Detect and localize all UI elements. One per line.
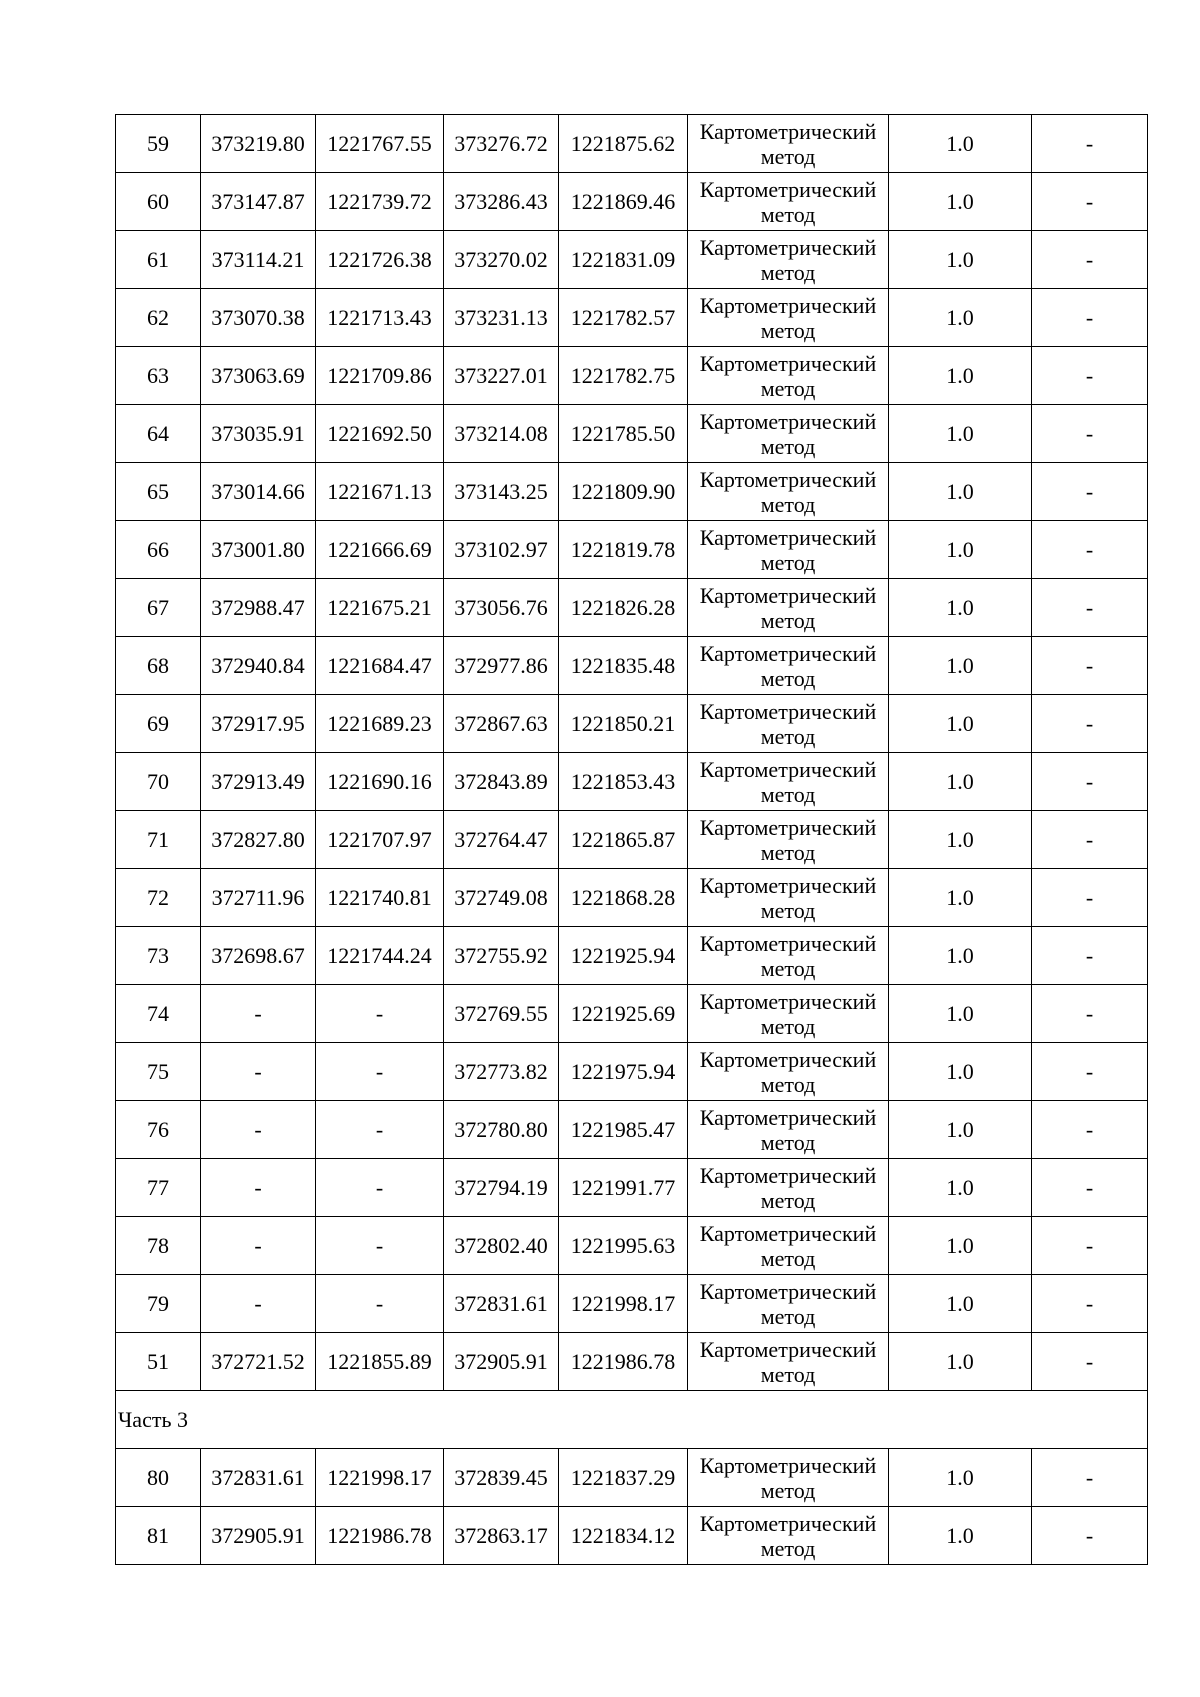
x-new-cell: 373102.97 [444,521,559,579]
accuracy-cell: 1.0 [889,695,1032,753]
point-number-cell: 51 [116,1333,201,1391]
note-cell: - [1032,231,1148,289]
x-new-cell: 372831.61 [444,1275,559,1333]
point-number-cell: 72 [116,869,201,927]
y-old-cell: 1221689.23 [316,695,444,753]
method-text: метод [760,201,816,227]
method-text: метод [760,1477,816,1503]
x-new-cell: 372977.86 [444,637,559,695]
y-new-cell: 1221834.12 [559,1507,688,1565]
table-row [116,173,1148,231]
accuracy-cell: 1.0 [889,115,1032,173]
table-row [116,1043,1148,1101]
note-cell: - [1032,695,1148,753]
x-old-cell: 373063.69 [201,347,316,405]
x-new-cell: 372794.19 [444,1159,559,1217]
method-text: Картометрический [699,408,877,434]
x-new-cell: 373270.02 [444,231,559,289]
note-cell: - [1032,347,1148,405]
point-number-cell: 80 [116,1449,201,1507]
y-old-cell: - [316,985,444,1043]
y-old-cell: 1221692.50 [316,405,444,463]
y-old-cell: 1221675.21 [316,579,444,637]
method-text: Картометрический [699,1104,877,1130]
method-text: Картометрический [699,582,877,608]
x-old-cell: - [201,1043,316,1101]
method-text: метод [760,259,816,285]
x-new-cell: 372769.55 [444,985,559,1043]
method-text: метод [760,433,816,459]
method-text: метод [760,317,816,343]
method-cell [688,985,889,1043]
method-text: метод [760,1303,816,1329]
accuracy-cell: 1.0 [889,1043,1032,1101]
x-old-cell: 373001.80 [201,521,316,579]
method-text: метод [760,1187,816,1213]
point-number-cell: 78 [116,1217,201,1275]
y-new-cell: 1221782.75 [559,347,688,405]
note-cell: - [1032,811,1148,869]
note-cell: - [1032,1043,1148,1101]
method-cell [688,1217,889,1275]
table-body [116,115,1148,1565]
point-number-cell: 65 [116,463,201,521]
accuracy-cell: 1.0 [889,1333,1032,1391]
x-old-cell: - [201,1217,316,1275]
table-row [116,1449,1148,1507]
table-row [116,1507,1148,1565]
y-new-cell: 1221837.29 [559,1449,688,1507]
note-cell: - [1032,637,1148,695]
accuracy-cell: 1.0 [889,231,1032,289]
point-number-cell: 75 [116,1043,201,1101]
method-cell [688,463,889,521]
method-text: Картометрический [699,118,877,144]
point-number-cell: 69 [116,695,201,753]
x-new-cell: 373231.13 [444,289,559,347]
note-cell: - [1032,1101,1148,1159]
method-text: Картометрический [699,872,877,898]
method-text: метод [760,375,816,401]
table-row [116,1101,1148,1159]
point-number-cell: 64 [116,405,201,463]
accuracy-cell: 1.0 [889,811,1032,869]
method-cell [688,231,889,289]
x-old-cell: 373035.91 [201,405,316,463]
method-cell [688,869,889,927]
point-number-cell: 60 [116,173,201,231]
method-text: Картометрический [699,524,877,550]
method-text: Картометрический [699,814,877,840]
y-new-cell: 1221995.63 [559,1217,688,1275]
y-new-cell: 1221986.78 [559,1333,688,1391]
x-old-cell: 373014.66 [201,463,316,521]
y-old-cell: 1221986.78 [316,1507,444,1565]
x-new-cell: 372764.47 [444,811,559,869]
note-cell: - [1032,173,1148,231]
method-cell [688,637,889,695]
y-old-cell: - [316,1159,444,1217]
method-text: метод [760,781,816,807]
x-new-cell: 372802.40 [444,1217,559,1275]
x-new-cell: 373227.01 [444,347,559,405]
method-text: Картометрический [699,1510,877,1536]
y-old-cell: 1221713.43 [316,289,444,347]
method-text: метод [760,897,816,923]
note-cell: - [1032,405,1148,463]
x-new-cell: 372780.80 [444,1101,559,1159]
table-row [116,695,1148,753]
table-row [116,579,1148,637]
accuracy-cell: 1.0 [889,869,1032,927]
table-row [116,231,1148,289]
x-old-cell: 372721.52 [201,1333,316,1391]
point-number-cell: 73 [116,927,201,985]
y-new-cell: 1221869.46 [559,173,688,231]
point-number-cell: 67 [116,579,201,637]
method-cell [688,1101,889,1159]
note-cell: - [1032,579,1148,637]
method-text: метод [760,491,816,517]
method-cell [688,811,889,869]
point-number-cell: 61 [116,231,201,289]
method-text: Картометрический [699,930,877,956]
x-new-cell: 372749.08 [444,869,559,927]
method-text: метод [760,607,816,633]
note-cell: - [1032,463,1148,521]
method-text: Картометрический [699,1336,877,1362]
x-old-cell: 372917.95 [201,695,316,753]
point-number-cell: 77 [116,1159,201,1217]
method-cell [688,405,889,463]
x-new-cell: 373286.43 [444,173,559,231]
y-new-cell: 1221975.94 [559,1043,688,1101]
table-row [116,985,1148,1043]
x-old-cell: - [201,985,316,1043]
y-old-cell: 1221671.13 [316,463,444,521]
method-text: метод [760,1071,816,1097]
y-old-cell: 1221767.55 [316,115,444,173]
method-cell [688,1449,889,1507]
note-cell: - [1032,521,1148,579]
y-old-cell: - [316,1275,444,1333]
x-old-cell: 373147.87 [201,173,316,231]
table-row [116,1217,1148,1275]
method-text: метод [760,1535,816,1561]
note-cell: - [1032,869,1148,927]
accuracy-cell: 1.0 [889,1507,1032,1565]
y-new-cell: 1221998.17 [559,1275,688,1333]
table-row [116,521,1148,579]
method-text: метод [760,143,816,169]
method-text: метод [760,1245,816,1271]
point-number-cell: 62 [116,289,201,347]
method-text: метод [760,723,816,749]
accuracy-cell: 1.0 [889,405,1032,463]
method-text: Картометрический [699,1452,877,1478]
y-new-cell: 1221925.69 [559,985,688,1043]
method-cell [688,1159,889,1217]
x-old-cell: 372905.91 [201,1507,316,1565]
point-number-cell: 76 [116,1101,201,1159]
method-text: Картометрический [699,1046,877,1072]
accuracy-cell: 1.0 [889,753,1032,811]
y-old-cell: 1221707.97 [316,811,444,869]
x-new-cell: 373056.76 [444,579,559,637]
method-text: метод [760,1013,816,1039]
x-new-cell: 372905.91 [444,1333,559,1391]
method-text: Картометрический [699,466,877,492]
method-cell [688,521,889,579]
point-number-cell: 71 [116,811,201,869]
accuracy-cell: 1.0 [889,521,1032,579]
note-cell: - [1032,1159,1148,1217]
point-number-cell: 68 [116,637,201,695]
method-text: метод [760,955,816,981]
table-row [116,637,1148,695]
method-text: Картометрический [699,292,877,318]
table-row [116,463,1148,521]
accuracy-cell: 1.0 [889,1217,1032,1275]
method-cell [688,579,889,637]
y-new-cell: 1221868.28 [559,869,688,927]
x-new-cell: 373276.72 [444,115,559,173]
table-row [116,811,1148,869]
y-new-cell: 1221782.57 [559,289,688,347]
y-new-cell: 1221925.94 [559,927,688,985]
table-row [116,1159,1148,1217]
method-text: метод [760,1129,816,1155]
point-number-cell: 74 [116,985,201,1043]
y-old-cell: - [316,1043,444,1101]
x-new-cell: 373143.25 [444,463,559,521]
y-old-cell: 1221726.38 [316,231,444,289]
x-new-cell: 372863.17 [444,1507,559,1565]
x-old-cell: 373114.21 [201,231,316,289]
point-number-cell: 79 [116,1275,201,1333]
note-cell: - [1032,753,1148,811]
coordinates-table [115,114,1148,1565]
accuracy-cell: 1.0 [889,173,1032,231]
y-old-cell: 1221709.86 [316,347,444,405]
y-new-cell: 1221865.87 [559,811,688,869]
note-cell: - [1032,289,1148,347]
y-old-cell: 1221684.47 [316,637,444,695]
method-text: метод [760,665,816,691]
point-number-cell: 63 [116,347,201,405]
point-number-cell: 59 [116,115,201,173]
x-old-cell: 372940.84 [201,637,316,695]
method-text: Картометрический [699,988,877,1014]
accuracy-cell: 1.0 [889,927,1032,985]
note-cell: - [1032,1275,1148,1333]
x-new-cell: 372755.92 [444,927,559,985]
note-cell: - [1032,927,1148,985]
table-row [116,289,1148,347]
x-new-cell: 373214.08 [444,405,559,463]
method-cell [688,289,889,347]
table-row [116,347,1148,405]
section-row [116,1391,1148,1449]
method-cell [688,753,889,811]
table-row [116,927,1148,985]
y-old-cell: 1221740.81 [316,869,444,927]
point-number-cell: 66 [116,521,201,579]
x-old-cell: 373219.80 [201,115,316,173]
note-cell: - [1032,1217,1148,1275]
method-text: Картометрический [699,234,877,260]
method-text: Картометрический [699,640,877,666]
method-cell [688,1333,889,1391]
section-label: Часть 3 [116,1391,1148,1449]
x-old-cell: 373070.38 [201,289,316,347]
y-old-cell: 1221744.24 [316,927,444,985]
accuracy-cell: 1.0 [889,1101,1032,1159]
y-new-cell: 1221831.09 [559,231,688,289]
x-old-cell: - [201,1275,316,1333]
y-old-cell: - [316,1217,444,1275]
table-row [116,405,1148,463]
x-new-cell: 372867.63 [444,695,559,753]
note-cell: - [1032,1333,1148,1391]
y-old-cell: 1221666.69 [316,521,444,579]
x-old-cell: 372988.47 [201,579,316,637]
table-row [116,1275,1148,1333]
note-cell: - [1032,985,1148,1043]
table-row [116,1333,1148,1391]
method-text: Картометрический [699,698,877,724]
method-text: Картометрический [699,1220,877,1246]
method-text: Картометрический [699,1162,877,1188]
x-old-cell: 372827.80 [201,811,316,869]
accuracy-cell: 1.0 [889,1449,1032,1507]
point-number-cell: 70 [116,753,201,811]
method-text: Картометрический [699,756,877,782]
y-new-cell: 1221853.43 [559,753,688,811]
y-new-cell: 1221991.77 [559,1159,688,1217]
y-old-cell: - [316,1101,444,1159]
method-text: Картометрический [699,350,877,376]
accuracy-cell: 1.0 [889,1159,1032,1217]
accuracy-cell: 1.0 [889,463,1032,521]
y-new-cell: 1221850.21 [559,695,688,753]
y-old-cell: 1221739.72 [316,173,444,231]
accuracy-cell: 1.0 [889,289,1032,347]
accuracy-cell: 1.0 [889,579,1032,637]
table-row [116,753,1148,811]
y-new-cell: 1221985.47 [559,1101,688,1159]
x-old-cell: - [201,1101,316,1159]
y-old-cell: 1221998.17 [316,1449,444,1507]
x-new-cell: 372773.82 [444,1043,559,1101]
method-cell [688,347,889,405]
x-old-cell: 372831.61 [201,1449,316,1507]
point-number-cell: 81 [116,1507,201,1565]
method-cell [688,1507,889,1565]
x-old-cell: - [201,1159,316,1217]
method-text: метод [760,839,816,865]
method-cell [688,695,889,753]
y-new-cell: 1221819.78 [559,521,688,579]
x-old-cell: 372913.49 [201,753,316,811]
method-cell [688,115,889,173]
x-old-cell: 372698.67 [201,927,316,985]
y-new-cell: 1221835.48 [559,637,688,695]
x-new-cell: 372839.45 [444,1449,559,1507]
method-cell [688,1043,889,1101]
table-row [116,869,1148,927]
method-text: метод [760,549,816,575]
x-new-cell: 372843.89 [444,753,559,811]
y-old-cell: 1221690.16 [316,753,444,811]
method-text: метод [760,1361,816,1387]
y-new-cell: 1221875.62 [559,115,688,173]
y-new-cell: 1221785.50 [559,405,688,463]
method-cell [688,173,889,231]
y-old-cell: 1221855.89 [316,1333,444,1391]
y-new-cell: 1221826.28 [559,579,688,637]
accuracy-cell: 1.0 [889,985,1032,1043]
x-old-cell: 372711.96 [201,869,316,927]
method-text: Картометрический [699,1278,877,1304]
note-cell: - [1032,1449,1148,1507]
accuracy-cell: 1.0 [889,637,1032,695]
accuracy-cell: 1.0 [889,347,1032,405]
method-text: Картометрический [699,176,877,202]
method-cell [688,1275,889,1333]
note-cell: - [1032,1507,1148,1565]
method-cell [688,927,889,985]
note-cell: - [1032,115,1148,173]
accuracy-cell: 1.0 [889,1275,1032,1333]
table-row [116,115,1148,173]
y-new-cell: 1221809.90 [559,463,688,521]
